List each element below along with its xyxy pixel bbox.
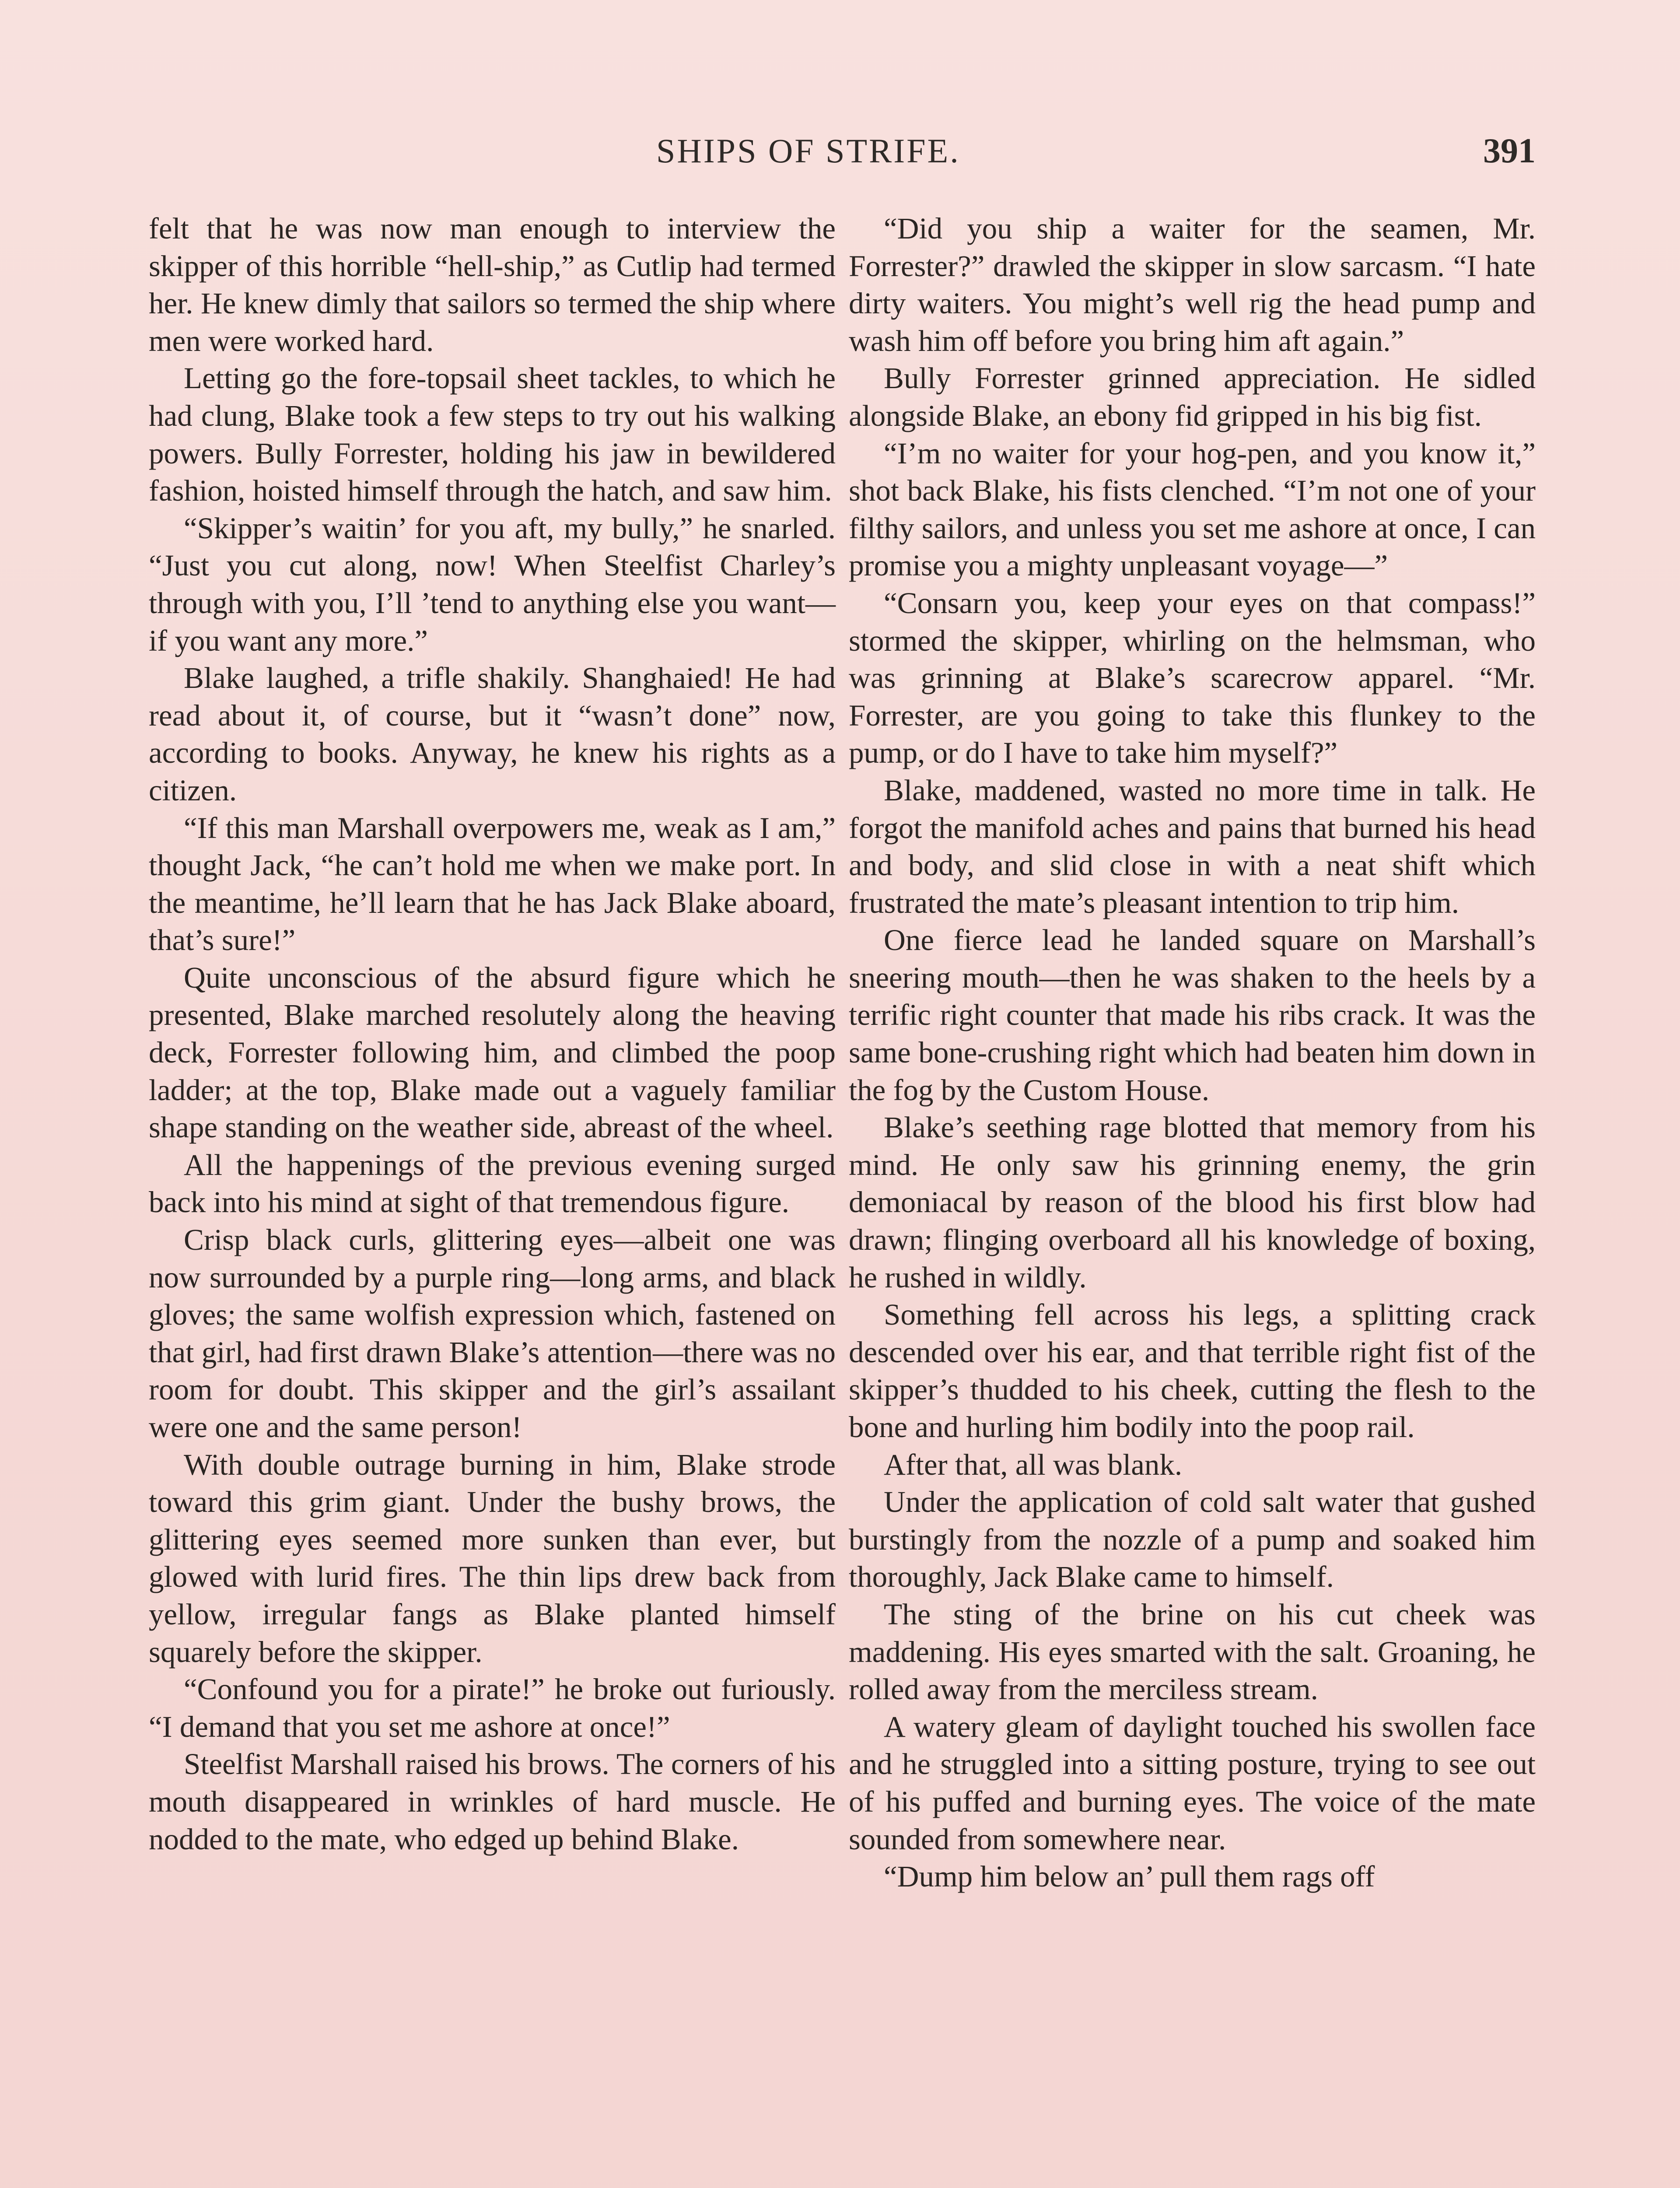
paragraph: “Consarn you, keep your eyes on that compass!” stormed the skipper, whirling on the helmsman, who was grinning at Blake’s scarecrow apparel. “Mr. Forrester, are you going to take this flunkey to the pump, or do I have to take him myself?” <box>849 586 1536 770</box>
paragraph: “Confound you for a pirate!” he broke out furiously. “I demand that you set me ashore at once!” <box>149 1673 836 1743</box>
paragraph: With double outrage burning in him, Blake strode toward this grim giant. Under the bushy brows, the glittering eyes seemed more sunken than ever, but glowed with lurid fires. The thin lips drew back from yellow, irregular fangs as Blake planted himself squarely before the skipper. <box>149 1448 836 1669</box>
paragraph: “I’m no waiter for your hog-pen, and you know it,” shot back Blake, his fists clenched. “I’m not one of your filthy sailors, and unless you set me ashore at once, I can promise you a mighty unpleasant voyage—” <box>849 436 1536 582</box>
paragraph: The sting of the brine on his cut cheek was maddening. His eyes smarted with the salt. Groaning, he rolled away from the merciless stream. <box>849 1597 1536 1706</box>
running-title: SHIPS OF STRIFE. <box>656 132 960 170</box>
paragraph: “Skipper’s waitin’ for you aft, my bully,” he snarled. “Just you cut along, now! When Steelfist Charley’s through with you, I’ll ’tend to anything else you want—if you want any more.” <box>149 511 836 657</box>
paragraph: Letting go the fore-topsail sheet tackles, to which he had clung, Blake took a few steps to try out his walking powers. Bully Forrester, holding his jaw in bewildered fashion, hoisted himself through the hatch, and saw him. <box>149 361 836 508</box>
paragraph: Under the application of cold salt water that gushed burstingly from the nozzle of a pump and soaked him thoroughly, Jack Blake came to himself. <box>849 1485 1536 1594</box>
paragraph: Blake, maddened, wasted no more time in talk. He forgot the manifold aches and pains that burned his head and body, and slid close in with a neat shift which frustrated the mate’s pleasant intention to trip him. <box>849 773 1536 919</box>
paragraph: Blake’s seething rage blotted that memory from his mind. He only saw his grinning enemy, the grin demoniacal by reason of the blood his first blow had drawn; flinging overboard all his knowledge of boxing, he rushed in wildly. <box>849 1111 1536 1294</box>
paragraph: felt that he was now man enough to interview the skipper of this horrible “hell-ship,” as Cutlip had termed her. He knew dimly that sailors so termed the ship where men were worked hard. <box>149 212 836 358</box>
paragraph: “Dump him below an’ pull them rags off <box>884 1860 1375 1893</box>
paragraph: Crisp black curls, glittering eyes—albeit one was now surrounded by a purple ring—long arms, and black gloves; the same wolfish expression which, fastened on that girl, had first drawn Blake’s attention—there was no room for doubt. This skipper and the girl’s assailant were one and the same person! <box>149 1223 836 1444</box>
paragraph: “If this man Marshall overpowers me, weak as I am,” thought Jack, “he can’t hold me when we make port. In the meantime, he’ll learn that he has Jack Blake aboard, that’s sure!” <box>149 811 836 957</box>
paragraph: Quite unconscious of the absurd figure which he presented, Blake marched resolutely along the heaving deck, Forrester following him, and climbed the poop ladder; at the top, Blake made out a vaguely familiar shape standing on the weather side, abreast of the wheel. <box>149 961 836 1144</box>
paragraph: A watery gleam of daylight touched his swollen face and he struggled into a sitting posture, trying to see out of his puffed and burning eyes. The voice of the mate sounded from somewhere near. <box>849 1710 1536 1856</box>
paragraph: All the happenings of the previous evening surged back into his mind at sight of that tremendous figure. <box>149 1148 836 1219</box>
page-number: 391 <box>1483 132 1536 170</box>
paragraph: One fierce lead he landed square on Marshall’s sneering mouth—then he was shaken to the heels by a terrific right counter that made his ribs crack. It was the same bone-crushing right which had beaten him down in the fog by the Custom House. <box>849 923 1536 1107</box>
paragraph: Something fell across his legs, a splitting crack descended over his ear, and that terrible right fist of the skipper’s thudded to his cheek, cutting the flesh to the bone and hurling him bodily into the poop rail. <box>849 1298 1536 1444</box>
paragraph: Bully Forrester grinned appreciation. He sidled alongside Blake, an ebony fid gripped in his big fist. <box>849 361 1536 432</box>
paragraph: “Did you ship a waiter for the seamen, Mr. Forrester?” drawled the skipper in slow sarcasm. “I hate dirty waiters. You might’s well rig the head pump and wash him off before you bring him aft again.” <box>849 212 1536 358</box>
left-column <box>149 210 836 1858</box>
paragraph: Blake laughed, a trifle shakily. Shanghaied! He had read about it, of course, but it “wasn’t done” now, according to books. Anyway, he knew his rights as a citizen. <box>149 661 836 807</box>
paragraph: After that, all was blank. <box>884 1448 1183 1481</box>
paragraph: Steelfist Marshall raised his brows. The corners of his mouth disappeared in wrinkles of hard muscle. He nodded to the mate, who edged up behind Blake. <box>149 1747 836 1856</box>
right-column <box>849 210 1536 1896</box>
